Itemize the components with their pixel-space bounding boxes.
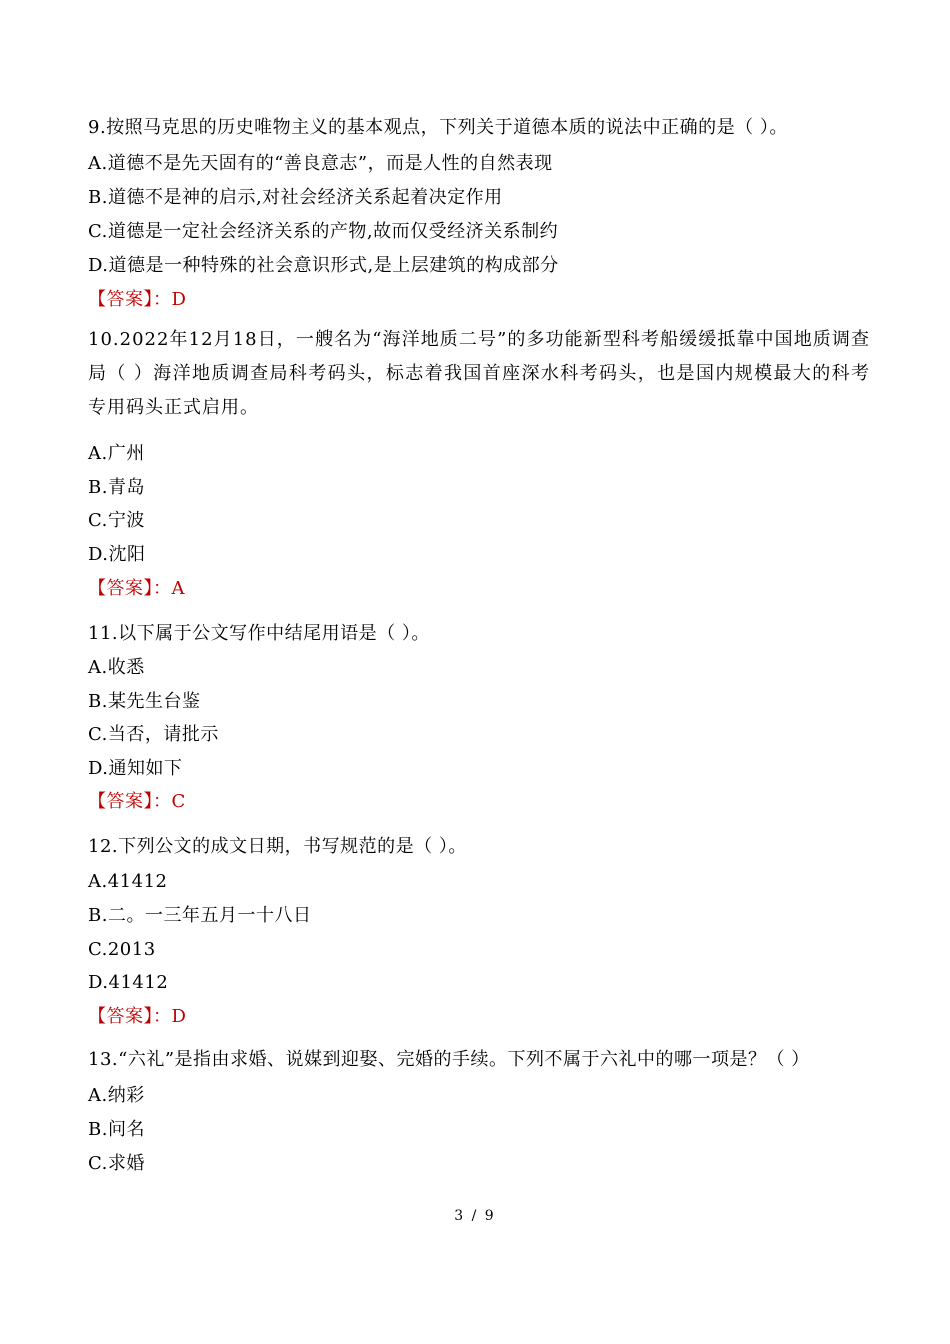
question-10-option-b: B.青岛 bbox=[88, 477, 145, 498]
question-9-option-a: A.道德不是先天固有的“善良意志”，而是人性的自然表现 bbox=[88, 153, 553, 174]
question-13-option-b: B.问名 bbox=[88, 1119, 145, 1140]
question-11-option-c: C.当否，请批示 bbox=[88, 724, 219, 745]
question-9-answer: 【答案】：D bbox=[88, 289, 187, 310]
question-9-option-c: C.道德是一定社会经济关系的产物,故而仅受经济关系制约 bbox=[88, 221, 559, 242]
page-number: 3 / 9 bbox=[454, 1208, 496, 1224]
question-11-option-b: B.某先生台鉴 bbox=[88, 691, 201, 712]
question-11-stem: 11.以下属于公文写作中结尾用语是（ ）。 bbox=[88, 623, 430, 644]
question-10-answer: 【答案】：A bbox=[88, 578, 185, 599]
question-12-option-d: D.41412 bbox=[88, 972, 169, 993]
question-13-option-c: C.求婚 bbox=[88, 1153, 145, 1174]
question-9-option-b: B.道德不是神的启示,对社会经济关系起着决定作用 bbox=[88, 187, 503, 208]
question-10-option-a: A.广州 bbox=[88, 443, 145, 464]
question-12-answer: 【答案】：D bbox=[88, 1006, 187, 1027]
question-12-stem: 12.下列公文的成文日期，书写规范的是（ ）。 bbox=[88, 836, 467, 857]
question-10-option-c: C.宁波 bbox=[88, 510, 145, 531]
question-10-stem: 10.2022年12月18日，一艘名为“海洋地质二号”的多功能新型科考船缓缓抵靠中国地质调查局（ ）海洋地质调查局科考码头，标志着我国首座深水科考码头，也是国内规模最大的科考专用码头正式启用。 bbox=[88, 329, 870, 418]
question-11-answer: 【答案】：C bbox=[88, 791, 186, 812]
question-13-option-a: A.纳彩 bbox=[88, 1085, 145, 1106]
question-10-option-d: D.沈阳 bbox=[88, 544, 146, 565]
question-11-option-d: D.通知如下 bbox=[88, 758, 183, 779]
question-12-option-c: C.2013 bbox=[88, 939, 156, 960]
question-12-option-b: B.二。一三年五月一十八日 bbox=[88, 905, 312, 926]
question-12-option-a: A.41412 bbox=[88, 871, 168, 892]
question-9-stem: 9.按照马克思的历史唯物主义的基本观点，下列关于道德本质的说法中正确的是（ ）。 bbox=[88, 117, 788, 138]
question-11-option-a: A.收悉 bbox=[88, 657, 145, 678]
question-9-option-d: D.道德是一种特殊的社会意识形式,是上层建筑的构成部分 bbox=[88, 255, 559, 276]
question-13-stem: 13.“六礼”是指由求婚、说媒到迎娶、完婚的手续。下列不属于六礼中的哪一项是？（ ） bbox=[88, 1049, 810, 1070]
